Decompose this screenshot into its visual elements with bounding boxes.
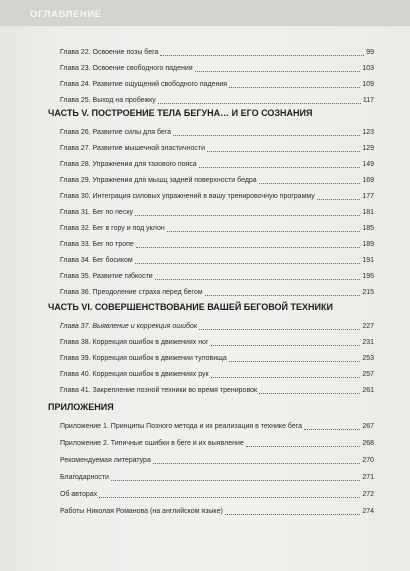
toc-entry-page: 267 <box>362 423 374 430</box>
toc-entry-title: Глава 29. Упражнения для мышц задней поверхности бедра <box>60 177 257 184</box>
toc-entry-title: Глава 38. Коррекция ошибок в движениях ног <box>60 339 209 346</box>
dot-leader <box>167 231 361 232</box>
toc-entry[interactable] <box>60 46 374 58</box>
toc-entry-page: 117 <box>362 97 374 104</box>
toc-entry-title: Глава 24. Развитие ощущений свободного падения <box>60 81 228 88</box>
dot-leader <box>111 480 360 481</box>
toc-entry-title: Глава 26. Развитие силы для бега <box>60 129 172 136</box>
toc-entry-title: Глава 33. Бег по тропе <box>60 241 134 248</box>
dot-leader <box>135 263 361 264</box>
toc-entry-page: 215 <box>362 289 374 296</box>
toc-entry[interactable] <box>60 270 374 282</box>
dot-leader <box>195 71 361 72</box>
dot-leader <box>207 151 360 152</box>
toc-entry-page: 123 <box>362 129 374 136</box>
toc-entry-title: Благодарности <box>60 474 109 481</box>
dot-leader <box>136 247 360 248</box>
section-heading: ЧАСТЬ VI. СОВЕРШЕНСТВОВАНИЕ ВАШЕЙ БЕГОВОЙ ТЕХНИКИ <box>48 302 333 312</box>
dot-leader <box>205 295 361 296</box>
dot-leader <box>199 329 360 330</box>
toc-entry[interactable] <box>60 238 374 250</box>
toc-entry-title: Приложение 2. Типичные ошибки в беге и их выявление <box>60 440 244 447</box>
toc-entry-page: 189 <box>362 241 374 248</box>
toc-entry[interactable] <box>60 352 374 364</box>
toc-entry[interactable] <box>60 505 374 517</box>
dot-leader <box>173 135 360 136</box>
dot-leader <box>135 215 360 216</box>
toc-entry-title: Глава 34. Бег босиком <box>60 257 133 264</box>
toc-entry-page: 129 <box>362 145 374 152</box>
toc-entry[interactable] <box>60 222 374 234</box>
toc-entry-title: Глава 39. Коррекция ошибок в движении туловища <box>60 355 227 362</box>
toc-entry[interactable] <box>60 126 374 138</box>
toc-entry[interactable] <box>60 286 374 298</box>
toc-entry-page: 272 <box>362 491 374 498</box>
toc-entry-page: 261 <box>362 387 374 394</box>
toc-entry-page: 177 <box>362 193 374 200</box>
toc-entry-page: 191 <box>362 257 374 264</box>
toc-entry[interactable] <box>60 320 374 332</box>
toc-entry-title: Приложение 1. Принципы Позного метода и их реализация в технике бега <box>60 423 303 430</box>
dot-leader <box>229 87 360 88</box>
section-heading: ЧАСТЬ V. ПОСТРОЕНИЕ ТЕЛА БЕГУНА… И ЕГО СОЗНАНИЯ <box>48 108 313 118</box>
toc-entry[interactable] <box>60 471 374 483</box>
toc-entry-page: 195 <box>362 273 374 280</box>
toc-entry[interactable] <box>60 384 374 396</box>
toc-entry-title: Глава 40. Коррекция ошибок в движениях рук <box>60 371 209 378</box>
toc-entry-page: 99 <box>366 49 374 56</box>
dot-leader <box>317 199 361 200</box>
toc-entry[interactable] <box>60 454 374 466</box>
dot-leader <box>211 345 361 346</box>
toc-entry[interactable] <box>60 190 374 202</box>
toc-entry-page: 257 <box>362 371 374 378</box>
toc-entry[interactable] <box>60 254 374 266</box>
toc-entry-page: 181 <box>362 209 374 216</box>
page-title: ОГЛАВЛЕНИЕ <box>30 9 102 20</box>
toc-entry-title: Глава 32. Бег в гору и под уклон <box>60 225 165 232</box>
dot-leader <box>153 463 360 464</box>
toc-entry-title: Глава 22. Освоение позы бега <box>60 49 159 56</box>
toc-entry-title: Рекомендуемая литература <box>60 457 151 464</box>
toc-entry[interactable] <box>60 62 374 74</box>
toc-entry-title: Глава 37. Выявление и коррекция ошибок <box>60 323 198 330</box>
toc-entry-page: 227 <box>362 323 374 330</box>
toc-entry-title: Работы Николая Романова (на английском языке) <box>60 508 223 515</box>
toc-entry-page: 253 <box>362 355 374 362</box>
toc-entry-page: 149 <box>362 161 374 168</box>
toc-entry-title: Глава 36. Преодоление страха перед бегом <box>60 289 203 296</box>
toc-entry-page: 270 <box>362 457 374 464</box>
toc-entry[interactable] <box>60 336 374 348</box>
toc-entry-page: 103 <box>362 65 374 72</box>
dot-leader <box>259 183 361 184</box>
toc-entry-page: 274 <box>362 508 374 515</box>
dot-leader <box>229 361 361 362</box>
toc-entry-page: 169 <box>362 177 374 184</box>
dot-leader <box>304 429 360 430</box>
toc-entry[interactable] <box>60 158 374 170</box>
toc-entry-title: Глава 28. Упражнения для тазового пояса <box>60 161 197 168</box>
dot-leader <box>155 279 361 280</box>
toc-entry[interactable] <box>60 437 374 449</box>
toc-entry-page: 231 <box>362 339 374 346</box>
toc-entry[interactable] <box>60 206 374 218</box>
dot-leader <box>158 103 361 104</box>
toc-entry-title: Глава 41. Закрепление позной техники во время тренировок <box>60 387 258 394</box>
dot-leader <box>211 377 361 378</box>
dot-leader <box>160 55 364 56</box>
dot-leader <box>99 497 360 498</box>
toc-entry-page: 268 <box>362 440 374 447</box>
header-band <box>0 0 410 26</box>
toc-entry[interactable] <box>60 78 374 90</box>
toc-entry-title: Глава 23. Освоение свободного падения <box>60 65 193 72</box>
dot-leader <box>259 393 360 394</box>
toc-entry[interactable] <box>60 174 374 186</box>
toc-entry-title: Глава 35. Развитие гибкости <box>60 273 153 280</box>
toc-entry[interactable] <box>60 368 374 380</box>
toc-entry[interactable] <box>60 94 374 106</box>
toc-entry-title: Об авторах <box>60 491 98 498</box>
toc-entry-title: Глава 31. Бег по песку <box>60 209 133 216</box>
toc-entry[interactable] <box>60 142 374 154</box>
dot-leader <box>246 446 361 447</box>
toc-entry-title: Глава 27. Развитие мышечной эластичности <box>60 145 205 152</box>
toc-entry[interactable] <box>60 420 374 432</box>
toc-entry-page: 109 <box>362 81 374 88</box>
toc-entry-page: 271 <box>362 474 374 481</box>
section-heading: ПРИЛОЖЕНИЯ <box>48 402 114 412</box>
toc-entry-title: Глава 25. Выход на пробежку <box>60 97 156 104</box>
toc-entry-page: 185 <box>362 225 374 232</box>
toc-entry-title: Глава 30. Интеграция силовых упражнений в вашу тренировочную программу <box>60 193 315 200</box>
dot-leader <box>199 167 361 168</box>
dot-leader <box>225 514 361 515</box>
toc-entry[interactable] <box>60 488 374 500</box>
